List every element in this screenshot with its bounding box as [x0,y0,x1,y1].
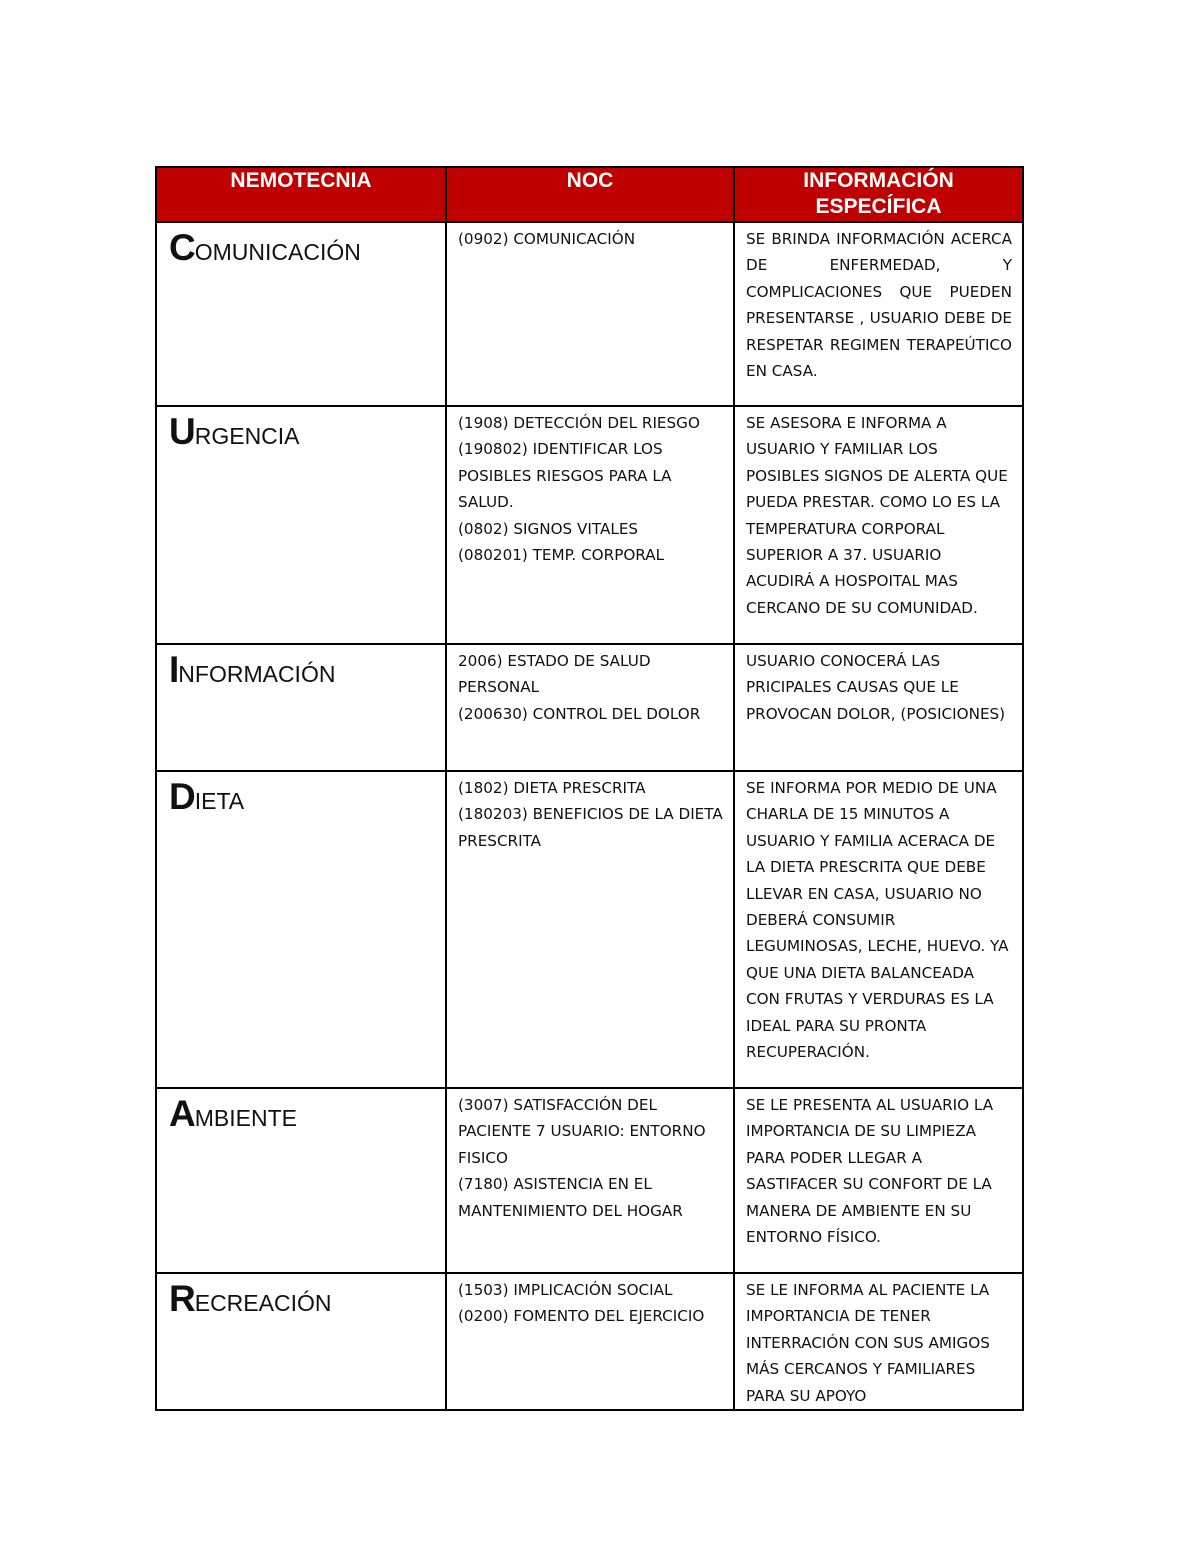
mnemonic-cell [156,1088,446,1273]
noc-item: 2006) ESTADO DE SALUD PERSONAL [458,652,651,697]
mnemonic-cell [156,644,446,771]
noc-item: (180203) BENEFICIOS DE LA DIETA PRESCRITA [458,805,723,850]
noc-item: (190802) IDENTIFICAR LOS POSIBLES RIESGOS PARA LA SALUD. [458,440,672,512]
header-informacion-especifica [734,167,1023,222]
mnemonic-rest: IETA [194,788,245,814]
noc-item: (0200) FOMENTO DEL EJERCICIO [458,1307,705,1326]
mnemonic-initial: D [169,776,195,817]
header-informacion-line2: ESPECÍFICA [815,195,942,218]
info-cell: SE LE INFORMA AL PACIENTE LA IMPORTANCIA DE TENER INTERRACIÓN CON SUS AMIGOS MÁS CERCANOS Y FAMILIARES PARA SU APOYO [734,1273,1023,1410]
mnemonic-initial: I [169,649,179,690]
noc-item: (1802) DIETA PRESCRITA [458,779,646,797]
noc-item: (0902) COMUNICACIÓN [458,230,636,248]
table-header-row [156,167,1023,222]
mnemonic-initial: R [169,1278,195,1319]
info-cell: SE LE PRESENTA AL USUARIO LA IMPORTANCIA DE SU LIMPIEZA PARA PODER LLEGAR A SASTIFACER SU CONFORT DE LA MANERA DE AMBIENTE EN SU ENTORNO FÍSICO. [734,1088,1023,1273]
nemotecnia-table [155,166,1024,1411]
noc-cell [446,1273,734,1410]
mnemonic-initial: U [169,411,195,452]
noc-cell [446,406,734,644]
header-nemotecnia: NEMOTECNIA [156,167,446,222]
info-cell: USUARIO CONOCERÁ LAS PRICIPALES CAUSAS QUE LE PROVOCAN DOLOR, (POSICIONES) [734,644,1023,771]
noc-item: (0802) SIGNOS VITALES [458,519,639,538]
header-informacion-line1: INFORMACIÓN [803,169,954,192]
mnemonic-cell [156,771,446,1088]
noc-item: (080201) TEMP. CORPORAL [458,546,665,565]
noc-item: (200630) CONTROL DEL DOLOR [458,704,701,723]
table-row-urgencia [156,406,1023,644]
noc-cell [446,644,734,771]
mnemonic-rest: NFORMACIÓN [178,661,336,687]
table-row-comunicacion [156,222,1023,406]
mnemonic-cell [156,1273,446,1410]
noc-cell [446,222,734,406]
mnemonic-rest: OMUNICACIÓN [194,239,361,265]
mnemonic-initial: C [169,227,195,268]
info-cell: SE ASESORA E INFORMA A USUARIO Y FAMILIAR LOS POSIBLES SIGNOS DE ALERTA QUE PUEDA PRESTAR. COMO LO ES LA TEMPERATURA CORPORAL SUPERIOR A 37. USUARIO ACUDIRÁ A HOSPOITAL MAS CERCANO DE SU COMUNIDAD. [734,406,1023,644]
noc-cell [446,771,734,1088]
noc-item: (1503) IMPLICACIÓN SOCIAL [458,1281,673,1299]
mnemonic-initial: A [169,1093,195,1134]
table-row-informacion [156,644,1023,771]
table-row-dieta [156,771,1023,1088]
mnemonic-cell [156,222,446,406]
table-row-recreacion [156,1273,1023,1410]
mnemonic-cell [156,406,446,644]
mnemonic-rest: ECREACIÓN [194,1290,332,1316]
noc-item: (1908) DETECCIÓN DEL RIESGO [458,414,700,432]
header-noc: NOC [446,167,734,222]
mnemonic-rest: RGENCIA [194,423,300,449]
info-cell: SE INFORMA POR MEDIO DE UNA CHARLA DE 15 MINUTOS A USUARIO Y FAMILIA ACERACA DE LA DIETA PRESCRITA QUE DEBE LLEVAR EN CASA, USUARIO NO DEBERÁ CONSUMIR LEGUMINOSAS, LECHE, HUEVO. YA QUE UNA DIETA BALANCEADA CON FRUTAS Y VERDURAS ES LA IDEAL PARA SU PRONTA RECUPERACIÓN. [734,771,1023,1088]
noc-item: (7180) ASISTENCIA EN EL MANTENIMIENTO DEL HOGAR [458,1175,683,1220]
noc-item: (3007) SATISFACCIÓN DEL PACIENTE 7 USUARIO: ENTORNO FISICO [458,1096,706,1167]
mnemonic-rest: MBIENTE [194,1105,297,1131]
info-cell: SE BRINDA INFORMACIÓN ACERCA DE ENFERMEDAD, Y COMPLICACIONES QUE PUEDEN PRESENTARSE , USUARIO DEBE DE RESPETAR REGIMEN TERAPEÚTICO EN CASA. [734,222,1023,406]
table-row-ambiente [156,1088,1023,1273]
noc-cell [446,1088,734,1273]
